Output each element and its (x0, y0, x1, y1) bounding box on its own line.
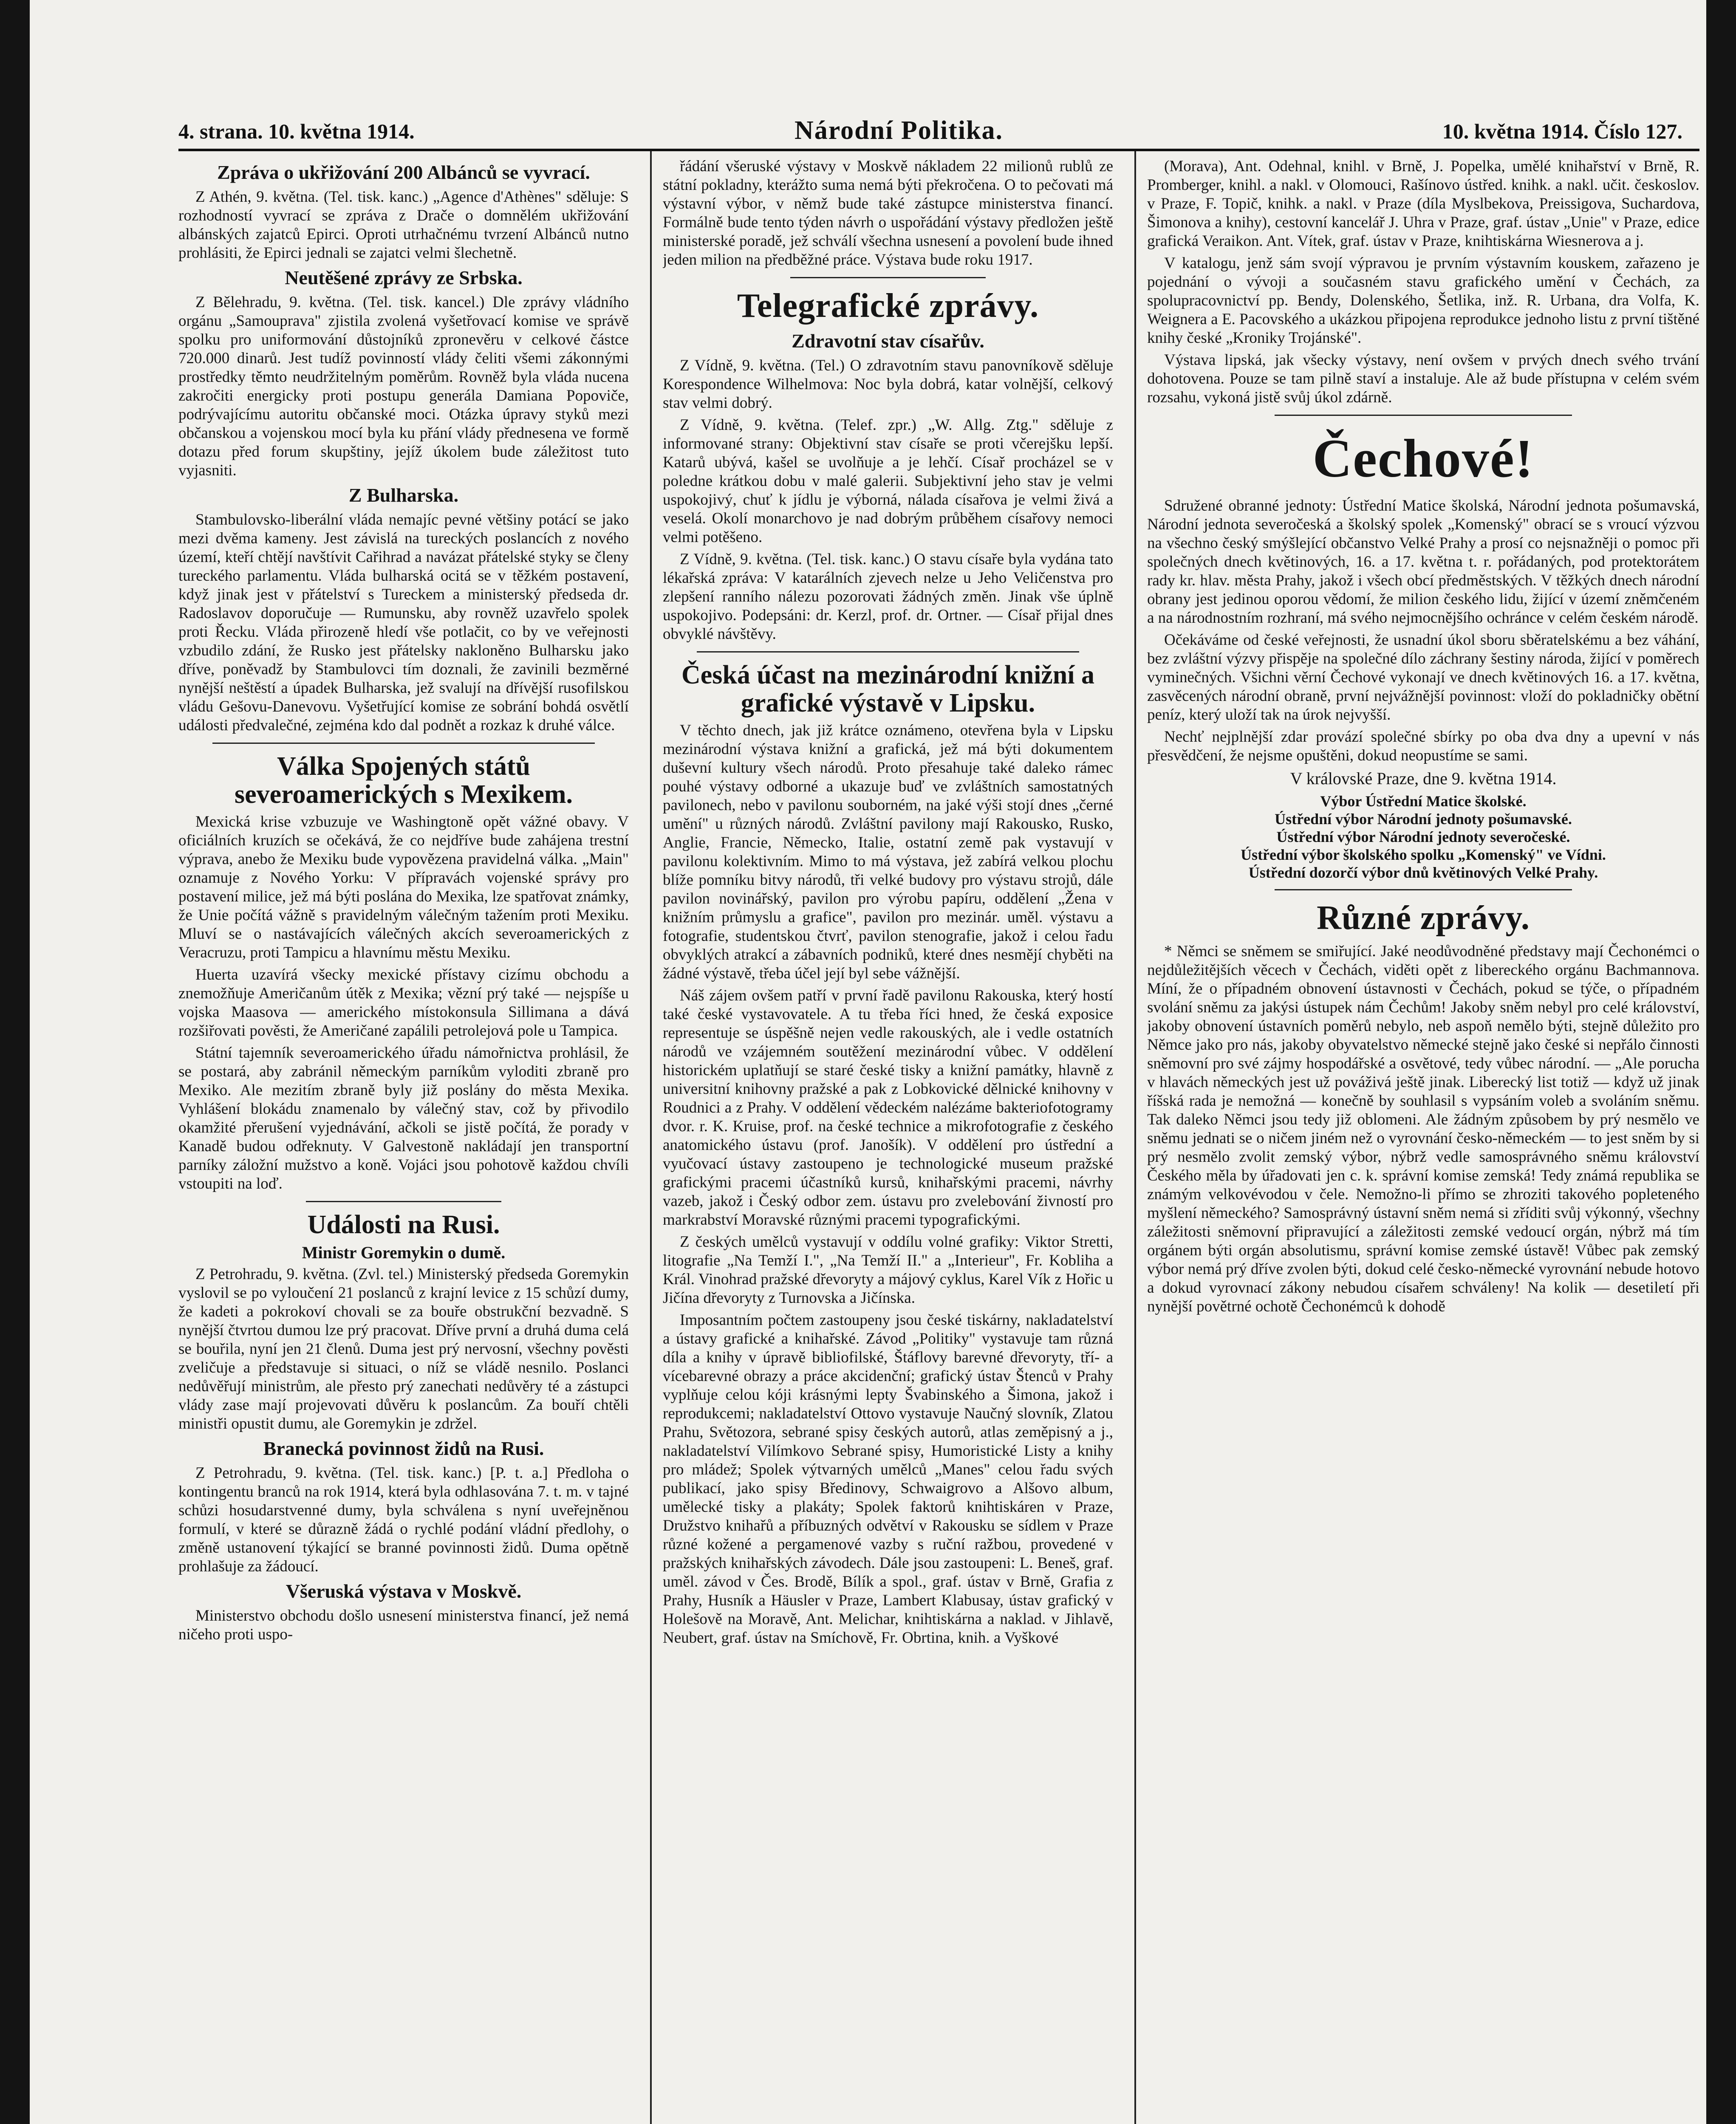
section-divider (790, 277, 986, 278)
article-paragraph: V katalogu, jenž sám svojí výpravou je prvním výstavním kouskem, zařazeno je pojednání o vývoji a současném stavu grafického umění v Čechách, za spolupracovnictví pp. Bendy, Dolenského, Šetlika, inž. R. Urbana, dra Volfa, K. Weignera a E. Pacovského a ukázkou připojena reprodukce jednoho listu z první tištěné knihy české „Kroniky Trojánské". (1147, 254, 1699, 347)
appeal-dateline: V královské Praze, dne 9. května 1914. (1290, 769, 1557, 788)
article-heading: Z Bulharska. (348, 484, 459, 506)
section-divider (1275, 415, 1572, 416)
article-paragraph: (Morava), Ant. Odehnal, knihl. v Brně, J. Popelka, umělé knihařství v Brně, R. Promberger, knihl. a nakl. v Olomouci, Rašínovo ústřed. knihk. a nakl. učit. českoslov. v Praze, F. Topič, knihk. a nakl. v Praze (díla Myslbekova, Preissigova, Suchardova, Šimonova a knihy), cestovní kancelář J. Uhra v Praze, graf. ústav „Unie" v Praze, edice grafická Veraikon. Ant. Vítek, graf. ústav v Praze, knihtiskárna Wiesnerova a j. (1147, 158, 1699, 250)
section-divider (1275, 889, 1572, 890)
article-paragraph: Nechť nejplnější zdar provází společné sbírky po oba dva dny a upevní v nás přesvědčení, že nejsme opuštěni, dokud neopustíme se sami. (1147, 728, 1699, 764)
article-heading: Válka Spojených států severoamerických s Mexikem. (234, 752, 573, 809)
article-paragraph: Náš zájem ovšem patří v první řadě pavilonu Rakouska, který hostí také české vystavovatele. A tu třeba říci hned, že česká exposice representuje se úspěšně nejen vedle rakouských, ale i vedle ostatních národů ve vzájemném soutěžení mezinárodní vůbec. V oddělení historickém uplatňují se staré české tisky a knižní památky, hlavně z universitní knihovny pražské a pak z Lobkovické dělnické knihovny v Roudnici a z Prahy. V oddělení vědeckém nalézáme bakteriofotogramy dvor. r. K. Kruise, prof. na české technice a mikrofotografie z českého anatomického ústavu (prof. Janošík). V oddělení pro ústřední a vyučovací ústavy zastoupeno je technologické museum pražské grafickými pracemi účastníků kursů, knihařskými pracemi, návrhy vazeb, jakož i Český odbor zem. ústavu pro zvelebování živností pro markrabství Moravské různými pracemi typografickými. (663, 987, 1113, 1229)
article-paragraph: Sdružené obranné jednoty: Ústřední Matice školská, Národní jednota pošumavská, Národní jednota severočeská a školský spolek „Komenský" obrací se s vroucí výzvou na všechno český smýšlející občanstvo Velké Prahy a prosí co nejsnažněji o pomoc při společných dnech květinových, 16. a 17. května t. r. pořádaných, pod protektorátem rady kr. hlav. města Prahy, jakož i všech obcí předměstských. V těžkých dnech národní obrany jest jedinou oporou vědomí, že milion českého lidu, žijící v území zněmčeném a na národnostním rozhraní, má svého nejmocnějšího ochránce v celém českém národě. (1147, 497, 1699, 627)
column-rule (650, 151, 652, 2124)
scan-edge-left (0, 0, 30, 2124)
article-paragraph: Očekáváme od české veřejnosti, že usnadní úkol sboru sběratelskému a bez váhání, bez zvláštní výzvy přispěje na společné dílo záchrany šestiny národa, žijící v poměrech vyminečných. Všichni věrní Čechové vykonají ve dnech květinových 16. a 17. května, zasvěcených národní obraně, první nejvážnější povinnost: vloží do pokladničky obětní peníz, který uloží tak na úrok nejvyšší. (1147, 631, 1699, 723)
header-rule (178, 149, 1699, 151)
article-heading: Branecká povinnost židů na Rusi. (263, 1438, 544, 1459)
column-rule (1134, 151, 1136, 2124)
appeal-signature: Výbor Ústřední Matice školské. (1320, 793, 1527, 810)
article-heading: Události na Rusi. (307, 1210, 500, 1239)
article-paragraph: Z Petrohradu, 9. května. (Tel. tisk. kanc.) [P. t. a.] Předloha o kontingentu branců na rok 1914, která byla odhlasována 7. t. m. v tajné schůzi hosudarstvenné dumy, byla schválena s nyní uveřejněnou formulí, v které se důrazně žádá o rychlé podání vládní předlohy, o změně ustanovení týkající se branné povinnosti židů. Duma opětně prohlašuje za žádoucí. (178, 1464, 629, 1575)
article-paragraph: V těchto dnech, jak již krátce oznámeno, otevřena byla v Lipsku mezinárodní výstava knižní a grafická, jež má býti dokumentem duševní kultury všech národů. Proto přesahuje také daleko rámec pouhé výstavy odborné a ukazuje buď ve zvláštních samostatných pavilonech, nebo v pavilonu souborném, na jaké výši stojí dnes „černé umění" u různých národů. Zvláštní pavilony mají Rakousko, Rusko, Anglie, Francie, Německo, Italie, ostatní země pak vystavují v pavilonu kolektivním. Mimo to má výstava, jež zabírá velkou plochu blíže pomníku bitvy národů, tři velké budovy pro výstavu strojů, dále pavilon novinářský, pavilon pro výrobu papíru, oddělení „Žena v knižním průmyslu a grafice", pavilon pro mezinár. uměl. výstavu a fotografie, studentskou čtvrť, pavilon stenografie, jakož i celou řadu obvyklých atrakcí a zábavních podniků, které dnes nesmějí chyběti na žádné výstavě, třeba účel její byl sebe vážnější. (663, 722, 1113, 982)
column-2 (663, 157, 1113, 2124)
appeal-signature: Ústřední výbor Národní jednoty pošumavské. (1275, 811, 1572, 828)
article-paragraph: Z Bělehradu, 9. května. (Tel. tisk. kancel.) Dle zprávy vládního orgánu „Samouprava" zjistila zvolená vyšetřovací komise ve správě spolku pro uniformování důstojníků zpronevěru v celkové částce 720.000 dinarů. Jest tudíž povinností vlády čeliti všemi zákonnými prostředky těmto neudržitelným poměrům. Rovněž byla vláda nucena zakročiti energicky proti postupu generála Damiana Popoviče, podrývajícímu autoritu občanské moci. Otázka úpravy styků mezi občanskou a vojenskou mocí byla ku přání vlády přednesena ve formě dotazu před forum skupštiny, jejíž úkolem bude záležitost tuto vyjasniti. (178, 294, 629, 479)
article-heading: Česká účast na mezinárodní knižní a grafické výstavě v Lipsku. (681, 661, 1095, 717)
column-1 (178, 157, 629, 2124)
article-paragraph: řádání všeruské výstavy v Moskvě nákladem 22 milionů rublů ze státní pokladny, kterážto suma nemá býti překročena. O to pečovati má výstavní výbor, v němž bude také zástupce ministerstva financí. Formálně bude tento týden návrh o uspořádání výstavy předložen ještě ministerské poradě, jež schválí všechna usnesení a povolení bude ihned jeden milion na předběžné práce. Výstava bude roku 1917. (663, 158, 1113, 268)
article-paragraph: Z českých umělců vystavují v oddílu volné grafiky: Viktor Stretti, litografie „Na Temží I.", „Na Temží II." a „Interieur", Fr. Kobliha a Král. Vinohrad pražské dřevoryty a májový cyklus, Karel Vík z Hořic u Jičína dřevoryty z Turnovska a Jičínska. (663, 1233, 1113, 1307)
article-heading: Všeruská výstava v Moskvě. (286, 1580, 522, 1602)
section-divider (697, 651, 1079, 652)
article-heading: Zpráva o ukřižování 200 Albánců se vyvrací. (217, 161, 590, 183)
appeal-signature: Ústřední dozorčí výbor dnů květinových Velké Prahy. (1248, 864, 1598, 881)
appeal-heading: Čechové! (1312, 428, 1534, 489)
header-issue-number: 10. května 1914. Číslo 127. (1442, 119, 1682, 143)
section-heading: Telegrafické zprávy. (737, 287, 1039, 325)
masthead-title: Národní Politika. (794, 116, 1004, 145)
article-paragraph: * Němci se sněmem se smiřující. Jaké neodůvodněné představy mají Čechonémci o nejdůležitějších věcech v Čechách, viděti opět z libereckého orgánu Bachmannova. Míní, že o případném obnovení ústavnosti v Čechách, pokud se týče, o případném svolání sněmu za jakýsi ústupek nám Čechům! Jakoby sněm nebyl pro celé království, jakoby obnovení ústavních poměrů nebylo, neb aspoň nemělo býti, stejně důležito pro Němce jako pro nás, jakoby obyvatelstvo německé stejně jako české si nepřálo činnosti sněmovní pro své zájmy hospodářské a osvětové, tedy vůbec národní. — „Ale porucha v hlavách německých jest už pováživá ještě jinak. Liberecký list totiž — když už jinak říšská rada je nemožná — konečně by souhlasil s vypsáním voleb a svoláním sněmu. Tak daleko Němci jsou tedy již oblomeni. Ale žádným způsobem by prý nesmělo ve sněmu jednati se o ničem jiném než o vyrovnání česko-německém — to jest sněm by si prý nesmělo zvolit zemský výbor, nýbrž vedle samosprávného sněmu království Českého měla by úřadovati jen c. k. správní komise zemská! Tedy známá republika se známým velkovévodou v čele. Nemožno-li přímo se zhroziti takového popleteného myšlení německého? Samosprávný ústavní sněm nemá si zříditi svůj výkonný, všechny záležitosti sněmovní připravující a záležitosti zemské vedoucí orgán, nýbrž má tím orgánem býti orgán absolutismu, správní komise zemské ústavě! Vůbec pak zemský výbor nemá prý dříve zvolen býti, dokud celé česko-německé vyrovnání nebude hotovo a dokud vyrovnací zákony nebudou císařem schváleny! Na kolik — desetiletí při nynější povětrné ochotě Čechonémců k dohodě (1147, 943, 1699, 1315)
scan-edge-right (1706, 0, 1736, 2124)
article-paragraph: Ministerstvo obchodu došlo usnesení ministerstva financí, jež nemá ničeho proti uspo- (178, 1607, 629, 1643)
article-paragraph: Z Vídně, 9. května. (Tel.) O zdravotním stavu panovníkově sděluje Korespondence Wilhelmova: Noc byla dobrá, katar volnější, celkový stav velmi dobrý. (663, 357, 1113, 412)
section-heading: Různé zprávy. (1317, 899, 1530, 937)
article-subheading: Ministr Goremykin o dumě. (302, 1243, 506, 1262)
article-paragraph: Huerta uzavírá všecky mexické přístavy cizímu obchodu a znemožňuje Američanům útěk z Mexika; vězní prý také — nejspíše u vojska Maasova — amerického místokonsula Sillimana a dává rozšiřovati pověsti, že Američané zapálili petrolejová pole u Tampica. (178, 966, 629, 1039)
article-heading: Zdravotní stav císařův. (792, 330, 984, 352)
article-paragraph: Stambulovsko-liberální vláda nemajíc pevné většiny potácí se jako mezi dvěma kameny. Jest závislá na tureckých poslancích z nového území, kteří chtějí navštívit Cařihrad a navázat přátelské styky se členy tureckého parlamentu. Vláda bulharská ocitá se v těžkém postavení, když jinak jest v přátelství s Tureckem a ministerský předseda dr. Radoslavov doporučuje — Rumunsku, aby rovněž uzavřelo spolek proti Řecku. Vláda přirozeně hledí vše potlačit, co by ve veřejnosti vzbudilo zdání, že Rusko jest přátelsky nakloněno Bulharsku jako dříve, poněvadž by Stambulovci tím doznali, že zavinili bezměrné nynější neštěstí a úpadek Bulharska, jež svalují na dřívější rusofilskou vládu Gešovu-Danevovu. Vyšetřující komise ze sobrání bohdá osvětlí události předvalečné, zejména kdo dal podnět a rozkaz k druhé válce. (178, 511, 629, 734)
article-paragraph: Státní tajemník severoamerického úřadu námořnictva prohlásil, že se postará, aby zabránil německým parníkům vyloditi zbraně pro Mexiko. Ale mezitím zbraně byly již poslány do města Mexika. Vyhlášení blokádu znamenalo by válečný stav, což by přivodilo okamžité přerušení vyjednávání, ačkoli se jistě počítá, že porady v Kanadě budou odřeknuty. V Galvestoně nakládají jen transportní parníky záložní mužstvo a koně. Vojáci jsou pohotově každou chvíli vstoupiti na loď. (178, 1044, 629, 1192)
article-heading: Neutěšené zprávy ze Srbska. (285, 267, 523, 288)
article-paragraph: Výstava lipská, jak všecky výstavy, není ovšem v prvých dnech svého trvání dohotovena. Pouze se tam pilně staví a instaluje. Ale až bude přístupna v celém svém rozsahu, vykoná jistě svůj úkol zdárně. (1147, 351, 1699, 406)
article-paragraph: Mexická krise vzbuzuje ve Washingtoně opět vážné obavy. V oficiálních kruzích se očekává, že co nejdříve bude zahájena trestní výprava, anebo že Mexiku bude vypovězena pravidelná válka. „Main" oznamuje z Nového Yorku: V přípravách vojenské správy pro postavení milice, jež má býti poslána do Mexika, lze spatřovat známky, že Unie počítá vážně s pravidelným válečným tažením proti Mexiku. Mluví se o nastávajících válečných akcích severoamerických z Veracruzu, proti Tampicu a hlavnímu městu Mexiku. (178, 813, 629, 961)
article-paragraph: Z Athén, 9. května. (Tel. tisk. kanc.) „Agence d'Athènes" sděluje: S rozhodností vyvrací se zpráva z Drače o domnělém ukřižování albánských zajatců Epirci. Oproti utrhačnému tvrzení Albánců nutno prohlásiti, že Epirci jednali se zajatci velmi šlechetně. (178, 188, 629, 262)
section-divider (212, 743, 595, 744)
appeal-signature: Ústřední výbor Národní jednoty severočeské. (1276, 828, 1570, 845)
article-paragraph: Z Petrohradu, 9. května. (Zvl. tel.) Ministerský předseda Goremykin vyslovil se po vyloučení 21 poslanců z krajní levice z 15 schůzí dumy, že kadeti a pokrokoví chovali se za bouře obstrukční bezvadně. S nynější čtvrtou dumou lze prý pracovat. Dříve první a druhá duma celá se bouřila, nyní jen 21 členů. Duma jest prý nervosní, všechny pověsti zveličuje a představuje si situaci, o níž se vládě nesnilo. Poslanci nedůvěřují ministrům, ale přesto prý zanechati nedůvěry té a zástupci vlády zase mají projevovati důvěru k poslancům. Za bouří chtěli ministři opustit dumu, ale Goremykin je zdržel. (178, 1265, 629, 1432)
page-header (178, 116, 1733, 149)
article-paragraph: Z Vídně, 9. května. (Tel. tisk. kanc.) O stavu císaře byla vydána tato lékařská zpráva: V katarálních zjevech nelze u Jeho Veličenstva pro zlepšení ranního nálezu pozorovati žádných změn. Jinak vše úplně uspokojivo. Podepsáni: dr. Kerzl, prof. dr. Ortner. — Císař přijal dnes obvyklé návštěvy. (663, 551, 1113, 643)
column-3 (1147, 157, 1699, 2124)
section-divider (306, 1201, 501, 1202)
appeal-signature: Ústřední výbor školského spolku „Komenský" ve Vídni. (1241, 846, 1606, 863)
article-paragraph: Z Vídně, 9. května. (Telef. zpr.) „W. Allg. Ztg." sděluje z informované strany: Objektivní stav císaře se proti včerejšku lepší. Katarů ubývá, kašel se uvolňuje a je lehčí. Císař procházel se v poledne krátkou dobu v malé galerii. Subjektivní jeho stav je velmi uspokojivý, chuť k jídlu je výborná, nálada císařova je velmi živá a veselá. Okolí monarchovo je nad dobrým průběhem císařovy nemoci velmi potěšeno. (663, 416, 1113, 546)
header-page-date: 4. strana. 10. května 1914. (178, 119, 415, 143)
article-paragraph: Imposantním počtem zastoupeny jsou české tiskárny, nakladatelství a ústavy grafické a knihařské. Závod „Politiky" vystavuje tam různá díla a knihy v úpravě bibliofilské, Štáflovy barevné dřevoryty, tří- a vícebarevné obrazy a práce akcidenční; grafický ústav Štenců v Prahy vyplňuje celou kóji krásnými lepty Švabinského a Šimona, jakož i reprodukcemi; nakladatelství Ottovo vystavuje Naučný slovník, Zlatou Prahu, Světozora, sebrané spisy českých autorů, atlas zeměpisný a j., nakladatelství Vilímkovo Sebrané spisy, Humoristické Listy a knihy pro mládež; Spolek výtvarných umělců „Manes" celou řadu svých publikací, jako spisy Bředinovy, Schwaigrovo a Alšovo album, umělecké tisky a plakáty; Spolek faktorů knihtiskáren v Praze, Družstvo knihařů a příbuzných odvětví v Rakousku se sídlem v Praze různé kožené a pergamenové vazby s ruční ražbou, provedené v pražských knihařských závodech. Dále jsou zastoupeni: L. Beneš, graf. uměl. závod v Čes. Brodě, Bílík a spol., graf. ústav v Brně, Grafia z Prahy, Husník a Häusler v Praze, Lambert Klabusay, ústav grafický v Holešově na Moravě, Ant. Melichar, knihtiskárna a naklad. v Jihlavě, Neubert, graf. ústav na Smíchově, Fr. Obrtina, knih. a Vyškové (663, 1311, 1113, 1647)
